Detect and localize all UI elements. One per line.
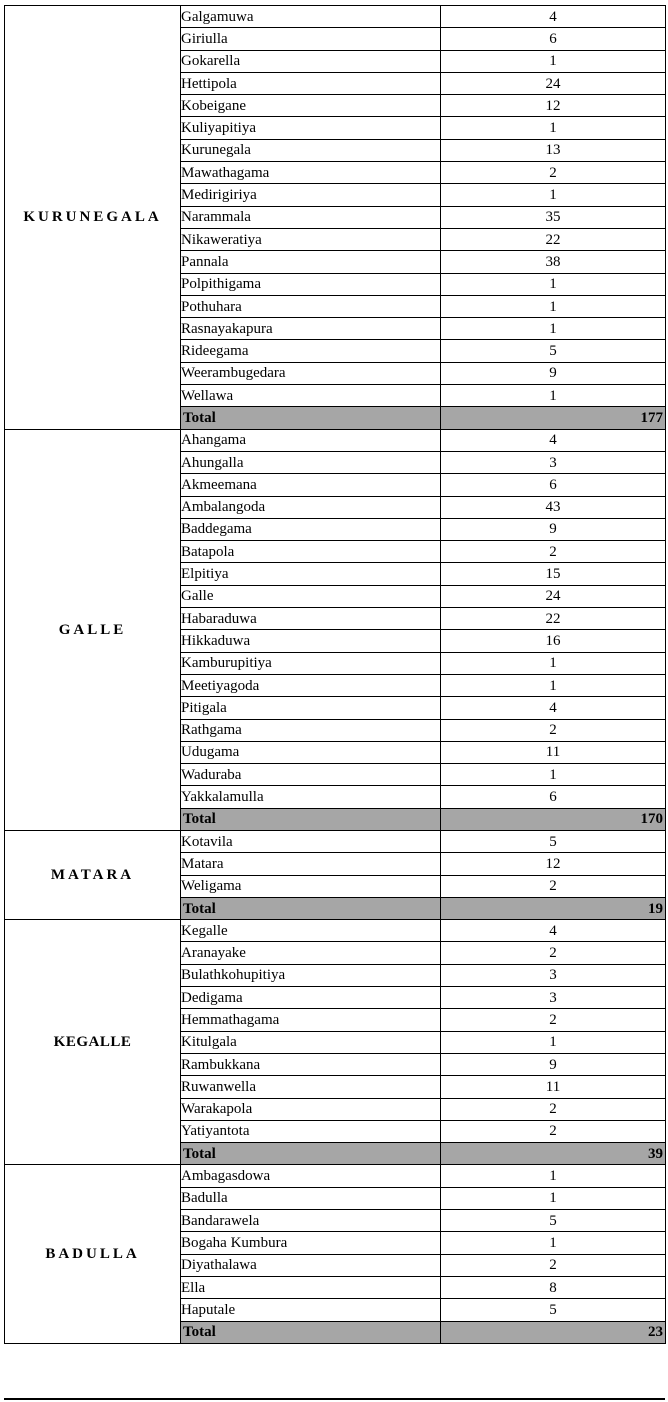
town-count-cell: 3 <box>441 987 666 1009</box>
town-name-cell: Yatiyantota <box>181 1120 441 1142</box>
town-name-cell: Kegalle <box>181 920 441 942</box>
town-count-cell: 5 <box>441 340 666 362</box>
district-name-cell: BADULLA <box>5 1165 181 1343</box>
town-count-cell: 11 <box>441 741 666 763</box>
table-row <box>5 1165 666 1187</box>
town-name-cell: Rideegama <box>181 340 441 362</box>
town-count-cell: 2 <box>441 162 666 184</box>
town-name-cell: Warakapola <box>181 1098 441 1120</box>
total-label-cell: Total <box>181 1321 441 1343</box>
town-count-cell: 2 <box>441 1098 666 1120</box>
town-name-cell: Aranayake <box>181 942 441 964</box>
town-name-cell: Ambagasdowa <box>181 1165 441 1187</box>
district-name-cell: KEGALLE <box>5 920 181 1165</box>
town-count-cell: 22 <box>441 228 666 250</box>
town-count-cell: 1 <box>441 1232 666 1254</box>
town-name-cell: Akmeemana <box>181 474 441 496</box>
town-count-cell: 12 <box>441 853 666 875</box>
town-name-cell: Rambukkana <box>181 1053 441 1075</box>
total-value-cell: 19 <box>441 897 666 919</box>
town-name-cell: Pothuhara <box>181 295 441 317</box>
town-name-cell: Kotavila <box>181 830 441 852</box>
town-name-cell: Wellawa <box>181 385 441 407</box>
town-count-cell: 5 <box>441 830 666 852</box>
town-count-cell: 9 <box>441 518 666 540</box>
town-name-cell: Hikkaduwa <box>181 630 441 652</box>
total-label-cell: Total <box>181 808 441 830</box>
total-value-cell: 177 <box>441 407 666 429</box>
town-count-cell: 3 <box>441 964 666 986</box>
town-count-cell: 1 <box>441 1031 666 1053</box>
town-name-cell: Bogaha Kumbura <box>181 1232 441 1254</box>
town-count-cell: 2 <box>441 875 666 897</box>
town-name-cell: Pitigala <box>181 697 441 719</box>
town-count-cell: 24 <box>441 72 666 94</box>
total-label-cell: Total <box>181 897 441 919</box>
town-name-cell: Kuliyapitiya <box>181 117 441 139</box>
total-value-cell: 170 <box>441 808 666 830</box>
town-count-cell: 2 <box>441 1120 666 1142</box>
table-row <box>5 429 666 451</box>
town-name-cell: Udugama <box>181 741 441 763</box>
town-count-cell: 15 <box>441 563 666 585</box>
town-name-cell: Ella <box>181 1276 441 1298</box>
town-name-cell: Weligama <box>181 875 441 897</box>
town-name-cell: Kobeigane <box>181 95 441 117</box>
town-count-cell: 1 <box>441 273 666 295</box>
town-name-cell: Mawathagama <box>181 162 441 184</box>
district-name-cell: MATARA <box>5 830 181 919</box>
town-count-cell: 24 <box>441 585 666 607</box>
town-count-cell: 4 <box>441 6 666 28</box>
table-row <box>5 920 666 942</box>
town-name-cell: Dedigama <box>181 987 441 1009</box>
town-name-cell: Ruwanwella <box>181 1076 441 1098</box>
town-name-cell: Weerambugedara <box>181 362 441 384</box>
town-name-cell: Matara <box>181 853 441 875</box>
town-name-cell: Rathgama <box>181 719 441 741</box>
town-name-cell: Ambalangoda <box>181 496 441 518</box>
town-count-cell: 3 <box>441 451 666 473</box>
town-name-cell: Hettipola <box>181 72 441 94</box>
town-count-cell: 1 <box>441 674 666 696</box>
town-name-cell: Galgamuwa <box>181 6 441 28</box>
town-count-cell: 13 <box>441 139 666 161</box>
town-count-cell: 1 <box>441 318 666 340</box>
town-count-cell: 2 <box>441 719 666 741</box>
town-name-cell: Medirigiriya <box>181 184 441 206</box>
town-count-cell: 9 <box>441 1053 666 1075</box>
town-name-cell: Ahangama <box>181 429 441 451</box>
town-name-cell: Habaraduwa <box>181 608 441 630</box>
town-count-cell: 2 <box>441 942 666 964</box>
town-count-cell: 4 <box>441 920 666 942</box>
town-count-cell: 9 <box>441 362 666 384</box>
town-name-cell: Batapola <box>181 541 441 563</box>
town-count-cell: 8 <box>441 1276 666 1298</box>
town-count-cell: 43 <box>441 496 666 518</box>
town-name-cell: Diyathalawa <box>181 1254 441 1276</box>
town-name-cell: Galle <box>181 585 441 607</box>
district-name-cell: GALLE <box>5 429 181 830</box>
town-name-cell: Pannala <box>181 251 441 273</box>
table-body <box>5 6 666 1344</box>
town-name-cell: Narammala <box>181 206 441 228</box>
town-name-cell: Kurunegala <box>181 139 441 161</box>
town-name-cell: Hemmathagama <box>181 1009 441 1031</box>
town-count-cell: 1 <box>441 117 666 139</box>
town-name-cell: Elpitiya <box>181 563 441 585</box>
town-name-cell: Bulathkohupitiya <box>181 964 441 986</box>
town-name-cell: Kamburupitiya <box>181 652 441 674</box>
town-count-cell: 6 <box>441 474 666 496</box>
town-count-cell: 1 <box>441 295 666 317</box>
town-count-cell: 4 <box>441 429 666 451</box>
town-count-cell: 5 <box>441 1210 666 1232</box>
town-count-cell: 2 <box>441 1009 666 1031</box>
town-count-cell: 6 <box>441 786 666 808</box>
town-name-cell: Nikaweratiya <box>181 228 441 250</box>
town-count-cell: 2 <box>441 541 666 563</box>
town-count-cell: 4 <box>441 697 666 719</box>
town-count-cell: 1 <box>441 50 666 72</box>
town-count-cell: 35 <box>441 206 666 228</box>
table-row <box>5 6 666 28</box>
town-count-cell: 1 <box>441 652 666 674</box>
total-value-cell: 39 <box>441 1143 666 1165</box>
town-count-cell: 2 <box>441 1254 666 1276</box>
town-count-cell: 1 <box>441 1187 666 1209</box>
district-town-table <box>4 5 666 1344</box>
town-count-cell: 22 <box>441 608 666 630</box>
town-name-cell: Kitulgala <box>181 1031 441 1053</box>
town-name-cell: Polpithigama <box>181 273 441 295</box>
town-name-cell: Ahungalla <box>181 451 441 473</box>
town-count-cell: 5 <box>441 1299 666 1321</box>
town-count-cell: 38 <box>441 251 666 273</box>
total-label-cell: Total <box>181 407 441 429</box>
town-name-cell: Yakkalamulla <box>181 786 441 808</box>
town-name-cell: Badulla <box>181 1187 441 1209</box>
table-bottom-rule <box>4 1398 665 1400</box>
town-count-cell: 1 <box>441 385 666 407</box>
town-name-cell: Rasnayakapura <box>181 318 441 340</box>
town-count-cell: 11 <box>441 1076 666 1098</box>
district-name-cell: KURUNEGALA <box>5 6 181 430</box>
town-name-cell: Meetiyagoda <box>181 674 441 696</box>
town-count-cell: 1 <box>441 184 666 206</box>
town-count-cell: 1 <box>441 764 666 786</box>
town-count-cell: 6 <box>441 28 666 50</box>
town-name-cell: Waduraba <box>181 764 441 786</box>
town-name-cell: Haputale <box>181 1299 441 1321</box>
town-count-cell: 16 <box>441 630 666 652</box>
total-label-cell: Total <box>181 1143 441 1165</box>
town-name-cell: Bandarawela <box>181 1210 441 1232</box>
total-value-cell: 23 <box>441 1321 666 1343</box>
table-row <box>5 830 666 852</box>
town-name-cell: Gokarella <box>181 50 441 72</box>
town-name-cell: Baddegama <box>181 518 441 540</box>
town-count-cell: 1 <box>441 1165 666 1187</box>
town-count-cell: 12 <box>441 95 666 117</box>
town-name-cell: Giriulla <box>181 28 441 50</box>
